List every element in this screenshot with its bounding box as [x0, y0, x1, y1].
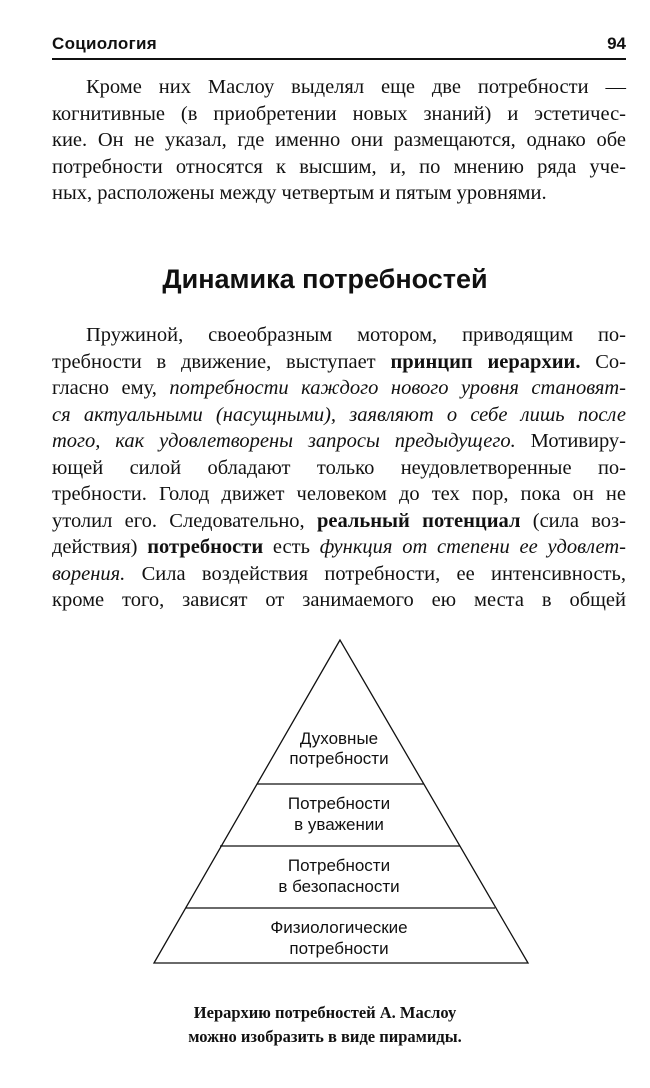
emphasis-run: ворения. — [52, 562, 126, 585]
text-run: Со- — [580, 350, 627, 373]
paragraph-1-line: ных, расположены между четвертым и пятым уровнями. — [52, 182, 547, 204]
caption-line: можно изобразить в виде пирамиды. — [188, 1027, 462, 1046]
text-run: гласно ему, — [52, 377, 170, 399]
figure-caption — [0, 1001, 650, 1049]
term-need: потребности — [147, 536, 264, 558]
term-principle-hierarchy: принцип иерархии. — [390, 350, 581, 373]
paragraph-1-line: кие. Он не указал, где именно они размещаются, однако обе — [52, 129, 626, 151]
paragraph-1-line: Кроме них Маслоу выделял еще две потребности — — [86, 76, 626, 98]
section-title: Динамика потребностей — [162, 264, 488, 294]
pyramid-level-4-line2: потребности — [289, 939, 389, 958]
text-run: есть — [263, 536, 320, 558]
emphasis-run: потребности каждого нового уровня становят- — [169, 377, 626, 399]
pyramid-level-3-line1: Потребности — [287, 856, 391, 875]
paragraph-1-line: когнитивные (в приобретении новых знаний) и эстетичес- — [52, 102, 626, 125]
pyramid-level-2-line1: Потребности — [287, 794, 391, 813]
pyramid-level-1-line2: потребности — [289, 749, 389, 768]
text-run: (сила воз- — [520, 509, 626, 532]
text-run: Мотивиру- — [515, 430, 626, 452]
pyramid-level-2-line2: в уважении — [294, 815, 384, 834]
text-run: кроме того, зависят от занимаемого ею места в общей — [52, 589, 626, 611]
pyramid-level-3-line2: в безопасности — [278, 877, 400, 896]
emphasis-run: ся актуальными (насущными), заявляют о себе лишь после — [52, 403, 626, 426]
text-run: ющей силой обладают только неудовлетворенные по- — [52, 456, 626, 479]
term-real-potential: реальный потенциал — [316, 509, 521, 532]
text-run: требности в движение, выступает — [52, 350, 391, 373]
text-run: Сила воздействия потребности, ее интенсивность, — [125, 562, 626, 585]
pyramid-level-4-line1: Физиологические — [270, 918, 408, 937]
emphasis-run: функция от степени ее удовлет- — [319, 536, 626, 558]
emphasis-run: того, как удовлетворены запросы предыдущего. — [52, 430, 516, 452]
running-header-title: Социология — [52, 34, 157, 53]
text-run: Пружиной, своеобразным мотором, приводящим по- — [86, 324, 626, 346]
text-run: действия) — [52, 536, 148, 558]
text-run: утолил его. Следовательно, — [52, 509, 317, 532]
pyramid-level-1-line1: Духовные — [299, 729, 379, 748]
page-number: 94 — [607, 34, 626, 53]
text-run: требности. Голод движет человеком до тех пор, пока он не — [52, 483, 626, 505]
paragraph-1-line: потребности относятся к высшим, и, по мнению ряда уче- — [52, 155, 626, 178]
caption-line: Иерархию потребностей А. Маслоу — [193, 1003, 457, 1022]
